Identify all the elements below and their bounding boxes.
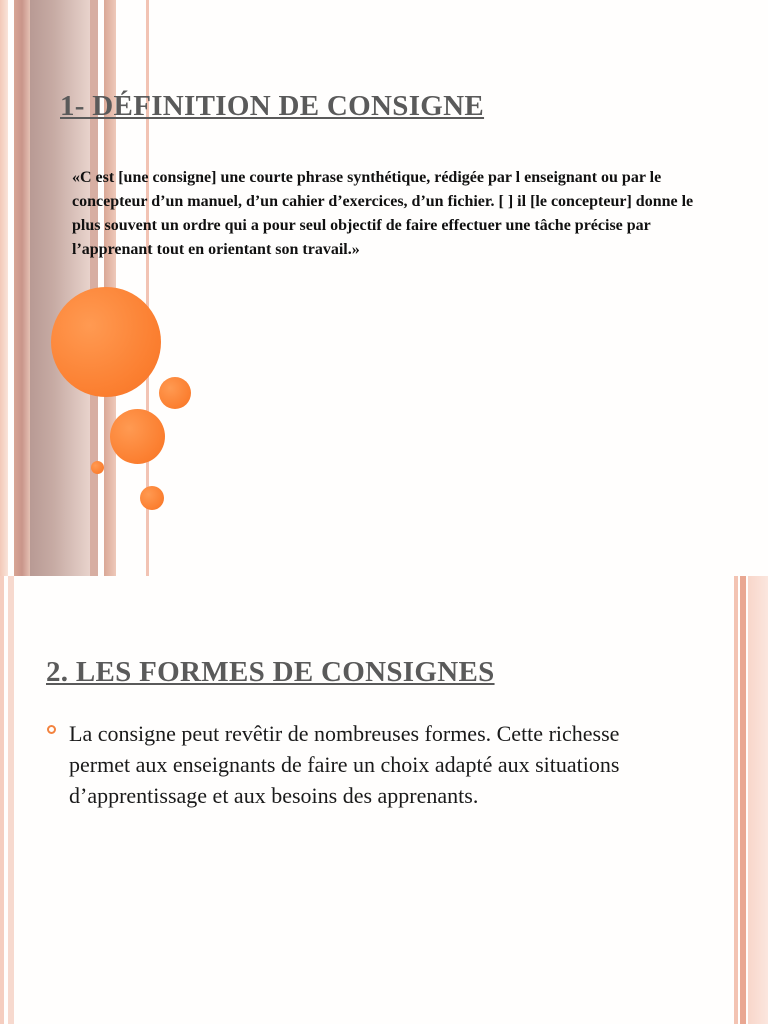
decorative-circle-large: [51, 287, 161, 397]
slide-1-definition-text: «C est [une consigne] une courte phrase synthétique, rédigée par l enseignant ou par le concepteur d’un manuel, d’un cahier d’exercices, d’un fichier. [ ] il [le concepteur] donne le plus souvent un ordre qui a pour seul objectif de faire effectuer une tâche précise par l’apprenant tout en orientant son travail.»: [72, 169, 694, 258]
decorative-band: [14, 0, 30, 576]
decorative-band: [748, 576, 768, 1024]
slide-1-title: 1- DÉFINITION DE CONSIGNE: [60, 90, 485, 122]
decorative-band: [740, 576, 746, 1024]
slide-2-bullet-text: La consigne peut revêtir de nombreuses formes. Cette richesse permet aux enseignants de faire un choix adapté aux situations d’apprentissage et aux besoins des apprenants.: [69, 721, 620, 808]
ring-bullet-icon: [47, 725, 56, 734]
decorative-circle: [140, 486, 164, 510]
slide-2-title: 2. LES FORMES DE CONSIGNES: [46, 656, 495, 688]
decorative-band: [8, 576, 14, 1024]
decorative-band: [30, 0, 90, 576]
decorative-circle-small: [91, 461, 104, 474]
slide-2: [0, 576, 768, 1024]
decorative-band: [0, 0, 8, 576]
decorative-circle-medium: [110, 409, 165, 464]
decorative-circle: [159, 377, 191, 409]
decorative-band: [734, 576, 738, 1024]
decorative-band: [0, 576, 4, 1024]
